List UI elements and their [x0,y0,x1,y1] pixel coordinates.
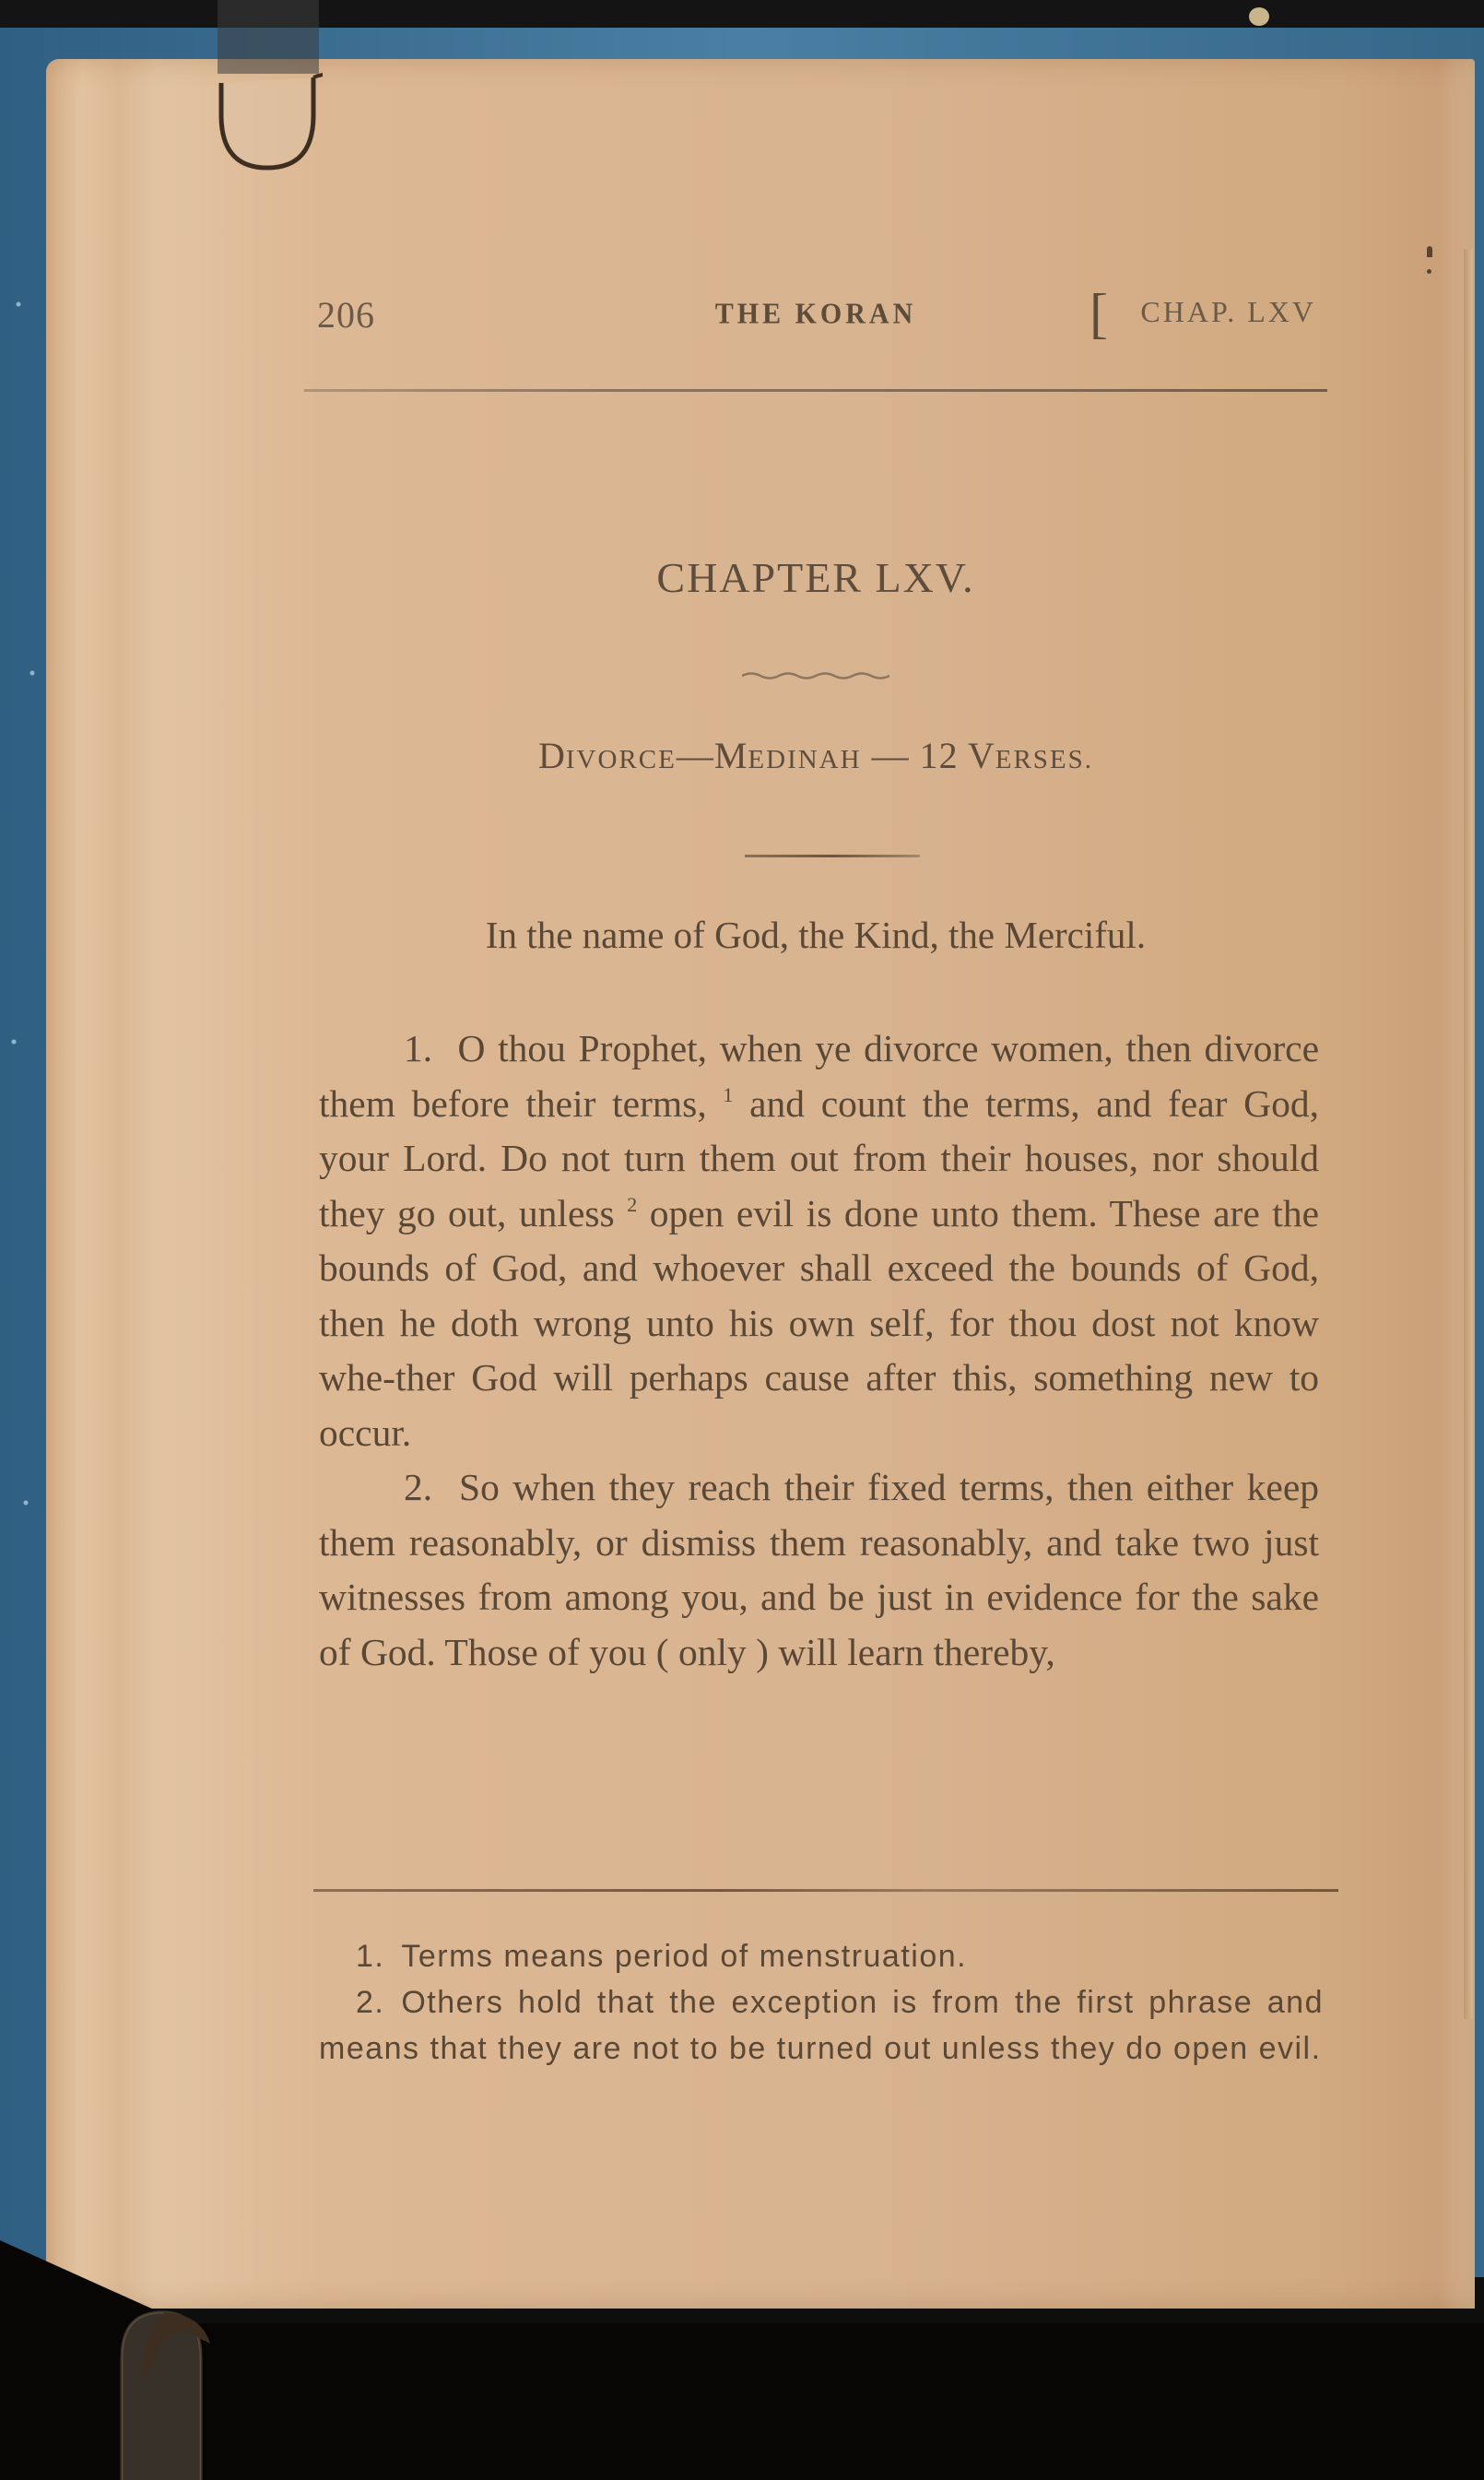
page-number: 206 [317,294,375,336]
subtitle-smallcaps: ERSES. [995,745,1094,774]
chapter-subtitle [304,734,1327,777]
subtitle-smallcaps: EDINAH [748,745,862,774]
verse-1 [319,1022,1319,1460]
page-clip-bottom-icon [109,2305,210,2480]
chapter-title: CHAPTER LXV. [656,554,975,601]
verse-body [319,1022,1319,1680]
footnote-number: 1. [356,1939,385,1974]
book-title: THE KORAN [714,298,917,330]
footnote [319,1933,1324,1979]
footnote-rule [313,1889,1338,1892]
footnote [319,1979,1324,2072]
footnote-ref[interactable]: 2 [627,1192,638,1216]
speck [1427,269,1431,274]
chapter-reference: CHAP. LXV [1140,295,1316,328]
header-rule [304,389,1327,392]
footnote-text: Others hold that the exception is from the first phrase and means that they are not to be turned out unless they do open evil. [319,1985,1324,2066]
section-rule [745,855,920,857]
subtitle-cap: M [713,735,748,776]
footnote-text: Terms means period of menstruation. [401,1939,968,1974]
verse-2 [319,1460,1319,1680]
bracket: [ [1089,283,1108,344]
page-edge-fold [1464,249,1473,2019]
verse-number: 2. [404,1466,433,1508]
speck [1427,246,1432,257]
subtitle-dash: — [861,735,920,776]
bottom-shadow [0,2323,1484,2480]
subtitle-cap: D [537,735,566,776]
page-clip-top-icon [214,0,323,171]
invocation: In the name of God, the Kind, the Merciful. [485,914,1147,956]
ornament-squiggle [742,669,889,682]
verse-text: So when they reach their fixed terms, then either keep them reasonably, or dismiss them reasonably, and take two just witnesses from among you, and be just in evidence for the sake of God. Those of you ( only ) will learn thereby, [319,1466,1319,1673]
verse-text: and count the terms, and fear God, your Lord. Do not turn them out from their houses, nor should they go out, unless [319,1081,1320,1234]
subtitle-cap: V [958,735,995,776]
speck [1249,7,1269,26]
footnote-number: 2. [356,1985,385,2020]
verse-text: open evil is done unto them. These are the bounds of God, and whoever shall exceed the bounds of God, then he doth wrong unto his own self, for thou dost not know whe-ther God will perhaps cause after this, something new to occur. [319,1191,1320,1454]
verse-number: 1. [404,1027,433,1069]
verse-text: O thou Prophet, when ye divorce women, then divorce them before their terms, [319,1027,1319,1125]
subtitle-dash: — [676,735,714,776]
footnotes [319,1933,1324,2072]
subtitle-smallcaps: IVORCE [565,745,677,774]
running-head [304,283,1327,344]
subtitle-verse-count: 12 [919,735,959,776]
footnote-ref[interactable]: 1 [723,1082,734,1106]
